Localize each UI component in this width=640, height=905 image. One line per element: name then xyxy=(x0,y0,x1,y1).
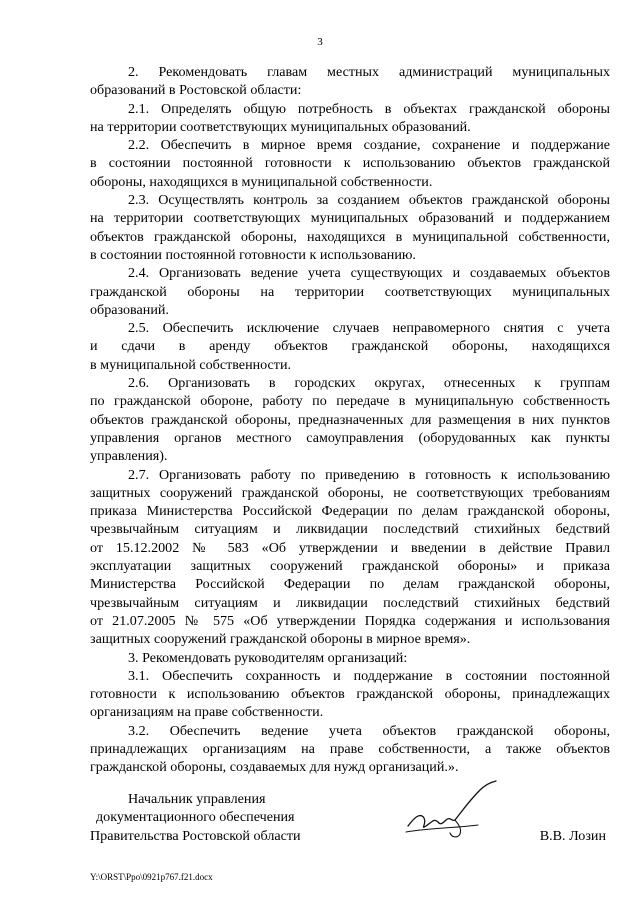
text-line: от 15.12.2002 № 583 «Об утверждении и введении в действие Правил xyxy=(90,539,610,556)
signatory-title-line: Начальник управления xyxy=(128,791,266,807)
text-line: по гражданской обороне, работу по передаче в муниципальную собственность xyxy=(90,393,610,410)
paragraph xyxy=(90,63,610,100)
text-line: образований. xyxy=(90,301,169,318)
text-line: объектов гражданской обороны, находящихся в муниципальной собственности, xyxy=(90,228,610,245)
text-line: 2.6. Организовать в городских округах, отнесенных к группам xyxy=(128,375,610,392)
text-line: чрезвычайным ситуациям и ликвидации последствий стихийных бедствий xyxy=(90,594,610,611)
text-line: приказа Министерства Российской Федерации по делам гражданской обороны, xyxy=(90,503,610,520)
text-line: 3.2. Обеспечить ведение учета объектов гражданской обороны, xyxy=(128,722,610,739)
signatory-title-line: Правительства Ростовской области xyxy=(90,827,301,844)
text-line: организациям на праве собственности. xyxy=(90,704,324,721)
signatory-name: В.В. Лозин xyxy=(539,827,606,844)
text-line: 2.5. Обеспечить исключение случаев неправомерного снятия с учета xyxy=(128,320,610,337)
text-line: и сдачи в аренду объектов гражданской обороны, находящихся xyxy=(90,338,610,355)
text-line: защитных сооружений гражданской обороны в мирное время». xyxy=(90,631,471,648)
text-line: в состоянии постоянной готовности к использованию объектов гражданской xyxy=(90,155,610,172)
text-line: принадлежащих организациям на праве собственности, а также объектов xyxy=(90,740,610,757)
text-line: чрезвычайным ситуациям и ликвидации последствий стихийных бедствий xyxy=(90,521,610,538)
text-line: от 21.07.2005 № 575 «Об утверждении Порядка содержания и использования xyxy=(90,612,610,629)
text-line: 2.2. Обеспечить в мирное время создание, сохранение и поддержание xyxy=(128,137,610,154)
paragraph xyxy=(90,722,610,777)
text-line: готовности к использованию объектов гражданской обороны, принадлежащих xyxy=(90,686,610,703)
text-line: гражданской обороны на территории соответствующих муниципальных xyxy=(90,283,610,300)
text-line: 2. Рекомендовать главам местных администраций муниципальных xyxy=(128,64,610,80)
text-line: обороны, находящихся в муниципальной собственности. xyxy=(90,173,433,190)
paragraph xyxy=(90,100,610,137)
text-line: управления органов местного самоуправления (оборудованных как пункты xyxy=(90,429,610,446)
paragraph xyxy=(90,667,610,722)
paragraph xyxy=(90,191,610,264)
document-body xyxy=(90,63,610,777)
signatory-title-line: документационного обеспечения xyxy=(96,809,295,826)
paragraph xyxy=(90,264,610,319)
text-line: гражданской обороны, создаваемых для нужд организаций.». xyxy=(90,759,459,776)
paragraph xyxy=(90,136,610,191)
text-line: 2.1. Определять общую потребность в объектах гражданской обороны xyxy=(128,100,610,117)
text-line: 2.7. Организовать работу по приведению в готовность к использованию xyxy=(128,466,610,483)
text-line: 3. Рекомендовать руководителям организаций: xyxy=(128,649,408,666)
paragraph xyxy=(90,319,610,374)
text-line: в муниципальной собственности. xyxy=(90,356,292,373)
text-line: 2.4. Организовать ведение учета существующих и создаваемых объектов xyxy=(128,265,610,282)
text-line: 2.3. Осуществлять контроль за созданием объектов гражданской обороны xyxy=(128,192,610,209)
text-line: Министерства Российской Федерации по делам гражданской обороны, xyxy=(90,576,610,593)
paragraph xyxy=(90,649,610,667)
file-path-footer: Y:\ORST\Ppo\0921p767.f21.docx xyxy=(90,872,213,882)
text-line: в состоянии постоянной готовности к использованию. xyxy=(90,246,416,263)
signature-block xyxy=(90,790,610,845)
text-line: управления). xyxy=(90,448,168,465)
text-line: на территории соответствующих муниципальных образований и поддержанием xyxy=(90,210,610,227)
text-line: эксплуатации защитных сооружений гражданской обороны» и приказа xyxy=(90,558,610,575)
text-line: объектов гражданской обороны, предназначенных для размещения в них пунктов xyxy=(90,411,610,428)
signatory-title xyxy=(90,790,610,845)
paragraph xyxy=(90,466,610,649)
text-line: защитных сооружений гражданской обороны, не соответствующих требованиям xyxy=(90,484,610,501)
paragraph xyxy=(90,374,610,465)
text-line: образований в Ростовской области: xyxy=(90,82,302,99)
page-number: 3 xyxy=(317,36,323,48)
text-line: на территории соответствующих муниципальных образований. xyxy=(90,118,471,135)
text-line: 3.1. Обеспечить сохранность и поддержание в состоянии постоянной xyxy=(128,667,610,684)
